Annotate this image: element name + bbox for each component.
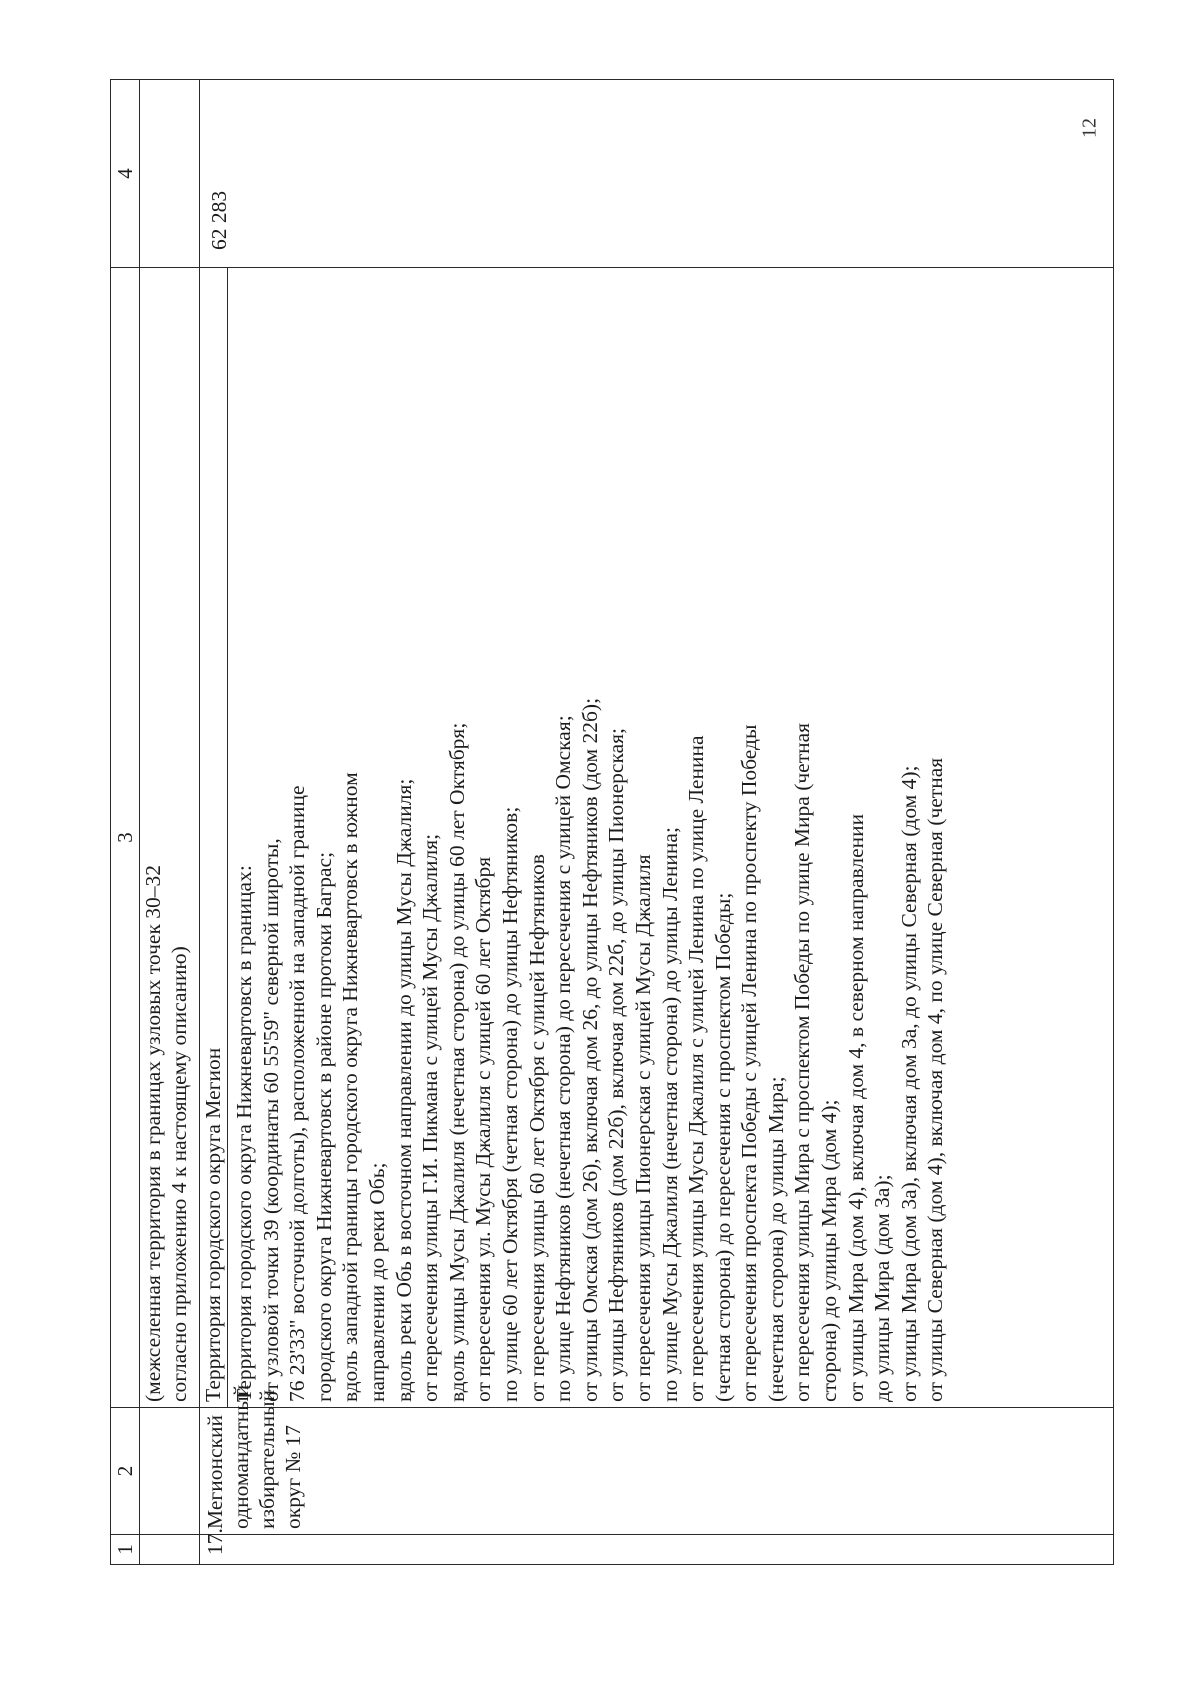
district-name-cell <box>200 1384 1114 1535</box>
description-line: вдоль реки Обь в восточном направлении до улицы Мусы Джалиля; <box>391 778 416 1402</box>
continuation-line: согласно приложению 4 к настоящему описанию) <box>167 946 191 1402</box>
description-line: вдоль западной границы городского округа Нижневартовск в южном <box>338 772 363 1402</box>
description-line: (нечетная сторона) до улицы Мира; <box>763 1076 788 1402</box>
description-line: от пересечения проспекта Победы с улицей Ленина по проспекту Победы <box>737 724 762 1402</box>
description-line: от пересечения улицы Мусы Джалиля с улицей Ленина по улице Ленина <box>684 735 709 1402</box>
row-number-text: 17. <box>203 1528 227 1555</box>
page-number: 12 <box>1078 118 1101 138</box>
description-line: Территория городского округа Нижневартовск в границах: <box>232 865 256 1402</box>
description-line: от пересечения ул. Мусы Джалиля с улицей 60 лет Октября <box>471 856 496 1402</box>
district-table <box>110 79 1114 1565</box>
continuation-row <box>140 80 200 1565</box>
table-header-row <box>111 80 140 1565</box>
continuation-col1 <box>140 1535 200 1565</box>
voter-count: 62 283 <box>207 190 231 250</box>
description-line: от улицы Северная (дом 4), включая дом 4, по улице Северная (четная <box>923 757 948 1402</box>
table-row-17 <box>200 80 1114 1565</box>
continuation-col4 <box>140 80 200 268</box>
description-line: городского округа Нижневартовск в районе протоки Баграс; <box>311 851 336 1402</box>
district-description <box>200 268 1114 1408</box>
description-line: от улицы Мира (дом 3а), включая дом 3а, до улицы Северная (дом 4); <box>896 765 921 1402</box>
continuation-line: (межселенная территория в границах узловых точек 30–32 <box>141 864 165 1402</box>
column-header-4: 4 <box>111 80 140 268</box>
description-lines <box>231 273 949 1402</box>
description-line: (четная сторона) до пересечения с проспектом Победы; <box>710 892 735 1402</box>
column-header-1: 1 <box>111 1535 140 1565</box>
description-line: по улице Нефтяников (нечетная сторона) до пересечения с улицей Омская; <box>551 715 576 1402</box>
column-header-3: 3 <box>111 268 140 1408</box>
continuation-col2 <box>140 1408 200 1535</box>
description-line: от улицы Омская (дом 26), включая дом 26, до улицы Нефтяников (дом 22б); <box>577 697 602 1402</box>
description-line: по улице 60 лет Октября (четная сторона) до улицы Нефтяников; <box>497 806 522 1402</box>
voter-count-cell <box>200 80 1114 268</box>
description-line: вдоль улицы Мусы Джалиля (нечетная сторона) до улицы 60 лет Октября; <box>444 722 469 1402</box>
continuation-description <box>140 268 200 1408</box>
inner-divider <box>227 267 228 1408</box>
description-line: от пересечения улицы Пионерская с улицей Мусы Джалиля <box>630 854 655 1402</box>
territory-title: Территория городского округа Мегион <box>201 1047 225 1402</box>
district-name: Мегионский одномандатный избирательный округ № 17 <box>203 1384 305 1529</box>
description-line: от улицы Нефтяников (дом 22б), включая дом 22б, до улицы Пионерская; <box>604 728 629 1402</box>
rotated-page-content <box>110 80 1114 1565</box>
description-line: от улицы Мира (дом 4), включая дом 4, в северном направлении <box>843 813 868 1402</box>
description-line: от пересечения улицы Мира с проспектом Победы по улице Мира (четная <box>790 722 815 1402</box>
row-number <box>200 1528 1114 1565</box>
description-line: от узловой точки 39 (координаты 60 55'59" северной широты, <box>258 838 283 1402</box>
description-line: от пересечения улицы Г.И. Пикмана с улицей Мусы Джалиля; <box>418 833 443 1402</box>
description-line: по улице Мусы Джалиля (нечетная сторона) до улицы Ленина; <box>657 827 682 1402</box>
description-line: сторона) до улицы Мира (дом 4); <box>817 1099 842 1402</box>
description-line: до улицы Мира (дом 3а); <box>870 1174 895 1402</box>
description-line: от пересечения улицы 60 лет Октября с улицей Нефтяников <box>524 854 549 1402</box>
description-line: 76 23'33" восточной долготы), расположенной на западной границе <box>285 785 310 1402</box>
description-line: направлении до реки Обь; <box>364 1162 389 1402</box>
column-header-2: 2 <box>111 1408 140 1535</box>
